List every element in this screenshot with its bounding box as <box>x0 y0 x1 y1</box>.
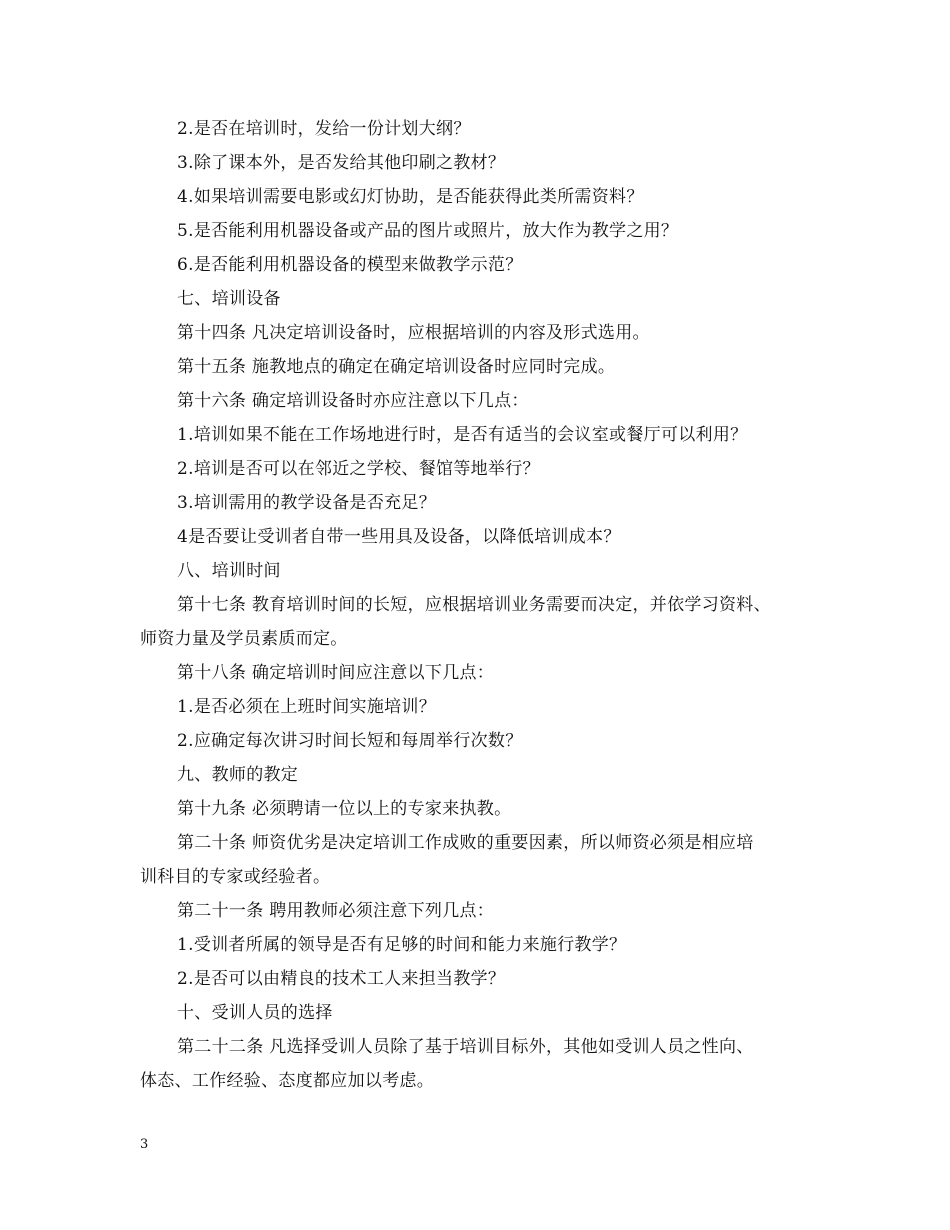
section-heading: 十、受训人员的选择 <box>177 1003 333 1023</box>
article-text: 第十九条 必须聘请一位以上的专家来执教。 <box>177 799 512 819</box>
list-item: 5.是否能利用机器设备或产品的图片或照片，放大作为教学之用？ <box>177 221 679 241</box>
list-item: 3.培训需用的教学设备是否充足？ <box>177 493 437 513</box>
section-heading: 九、教师的教定 <box>177 765 299 785</box>
list-item: 6.是否能利用机器设备的模型来做教学示范？ <box>177 255 523 275</box>
article-text: 第十四条 凡决定培训设备时，应根据培训的内容及形式选用。 <box>177 323 650 343</box>
article-text-continued: 训科目的专家或经验者。 <box>140 867 331 887</box>
list-item: 3.除了课本外，是否发给其他印刷之教材？ <box>177 153 506 173</box>
article-text: 第十六条 确定培训设备时亦应注意以下几点： <box>177 391 529 411</box>
page-number: 3 <box>140 1137 149 1152</box>
article-text: 第二十一条 聘用教师必须注意下列几点： <box>177 901 495 921</box>
section-heading: 七、培训设备 <box>177 289 281 309</box>
article-text: 第十五条 施教地点的确定在确定培训设备时应同时完成。 <box>177 357 616 377</box>
article-text: 第十七条 教育培训时间的长短，应根据培训业务需要而决定，并依学习资料、 <box>177 595 771 615</box>
list-item: 1.培训如果不能在工作场地进行时，是否有适当的会议室或餐厅可以利用？ <box>177 425 748 445</box>
list-item: 1.是否必须在上班时间实施培训？ <box>177 697 437 717</box>
list-item: 4.如果培训需要电影或幻灯协助，是否能获得此类所需资料？ <box>177 187 644 207</box>
list-item: 2.是否在培训时，发给一份计划大纲？ <box>177 119 471 139</box>
list-item: 2.应确定每次讲习时间长短和每周举行次数？ <box>177 731 523 751</box>
article-text-continued: 师资力量及学员素质而定。 <box>140 629 348 649</box>
list-item: 2.是否可以由精良的技术工人来担当教学？ <box>177 969 506 989</box>
article-text-continued: 体态、工作经验、态度都应加以考虑。 <box>140 1071 435 1091</box>
article-text: 第十八条 确定培训时间应注意以下几点： <box>177 663 495 683</box>
list-item: 4是否要让受训者自带一些用具及设备，以降低培训成本？ <box>177 527 621 547</box>
article-text: 第二十条 师资优劣是决定培训工作成败的重要因素，所以师资必须是相应培 <box>177 833 754 853</box>
list-item: 2.培训是否可以在邻近之学校、餐馆等地举行？ <box>177 459 540 479</box>
section-heading: 八、培训时间 <box>177 561 281 581</box>
article-text: 第二十二条 凡选择受训人员除了基于培训目标外，其他如受训人员之性向、 <box>177 1037 754 1057</box>
list-item: 1.受训者所属的领导是否有足够的时间和能力来施行教学？ <box>177 935 627 955</box>
